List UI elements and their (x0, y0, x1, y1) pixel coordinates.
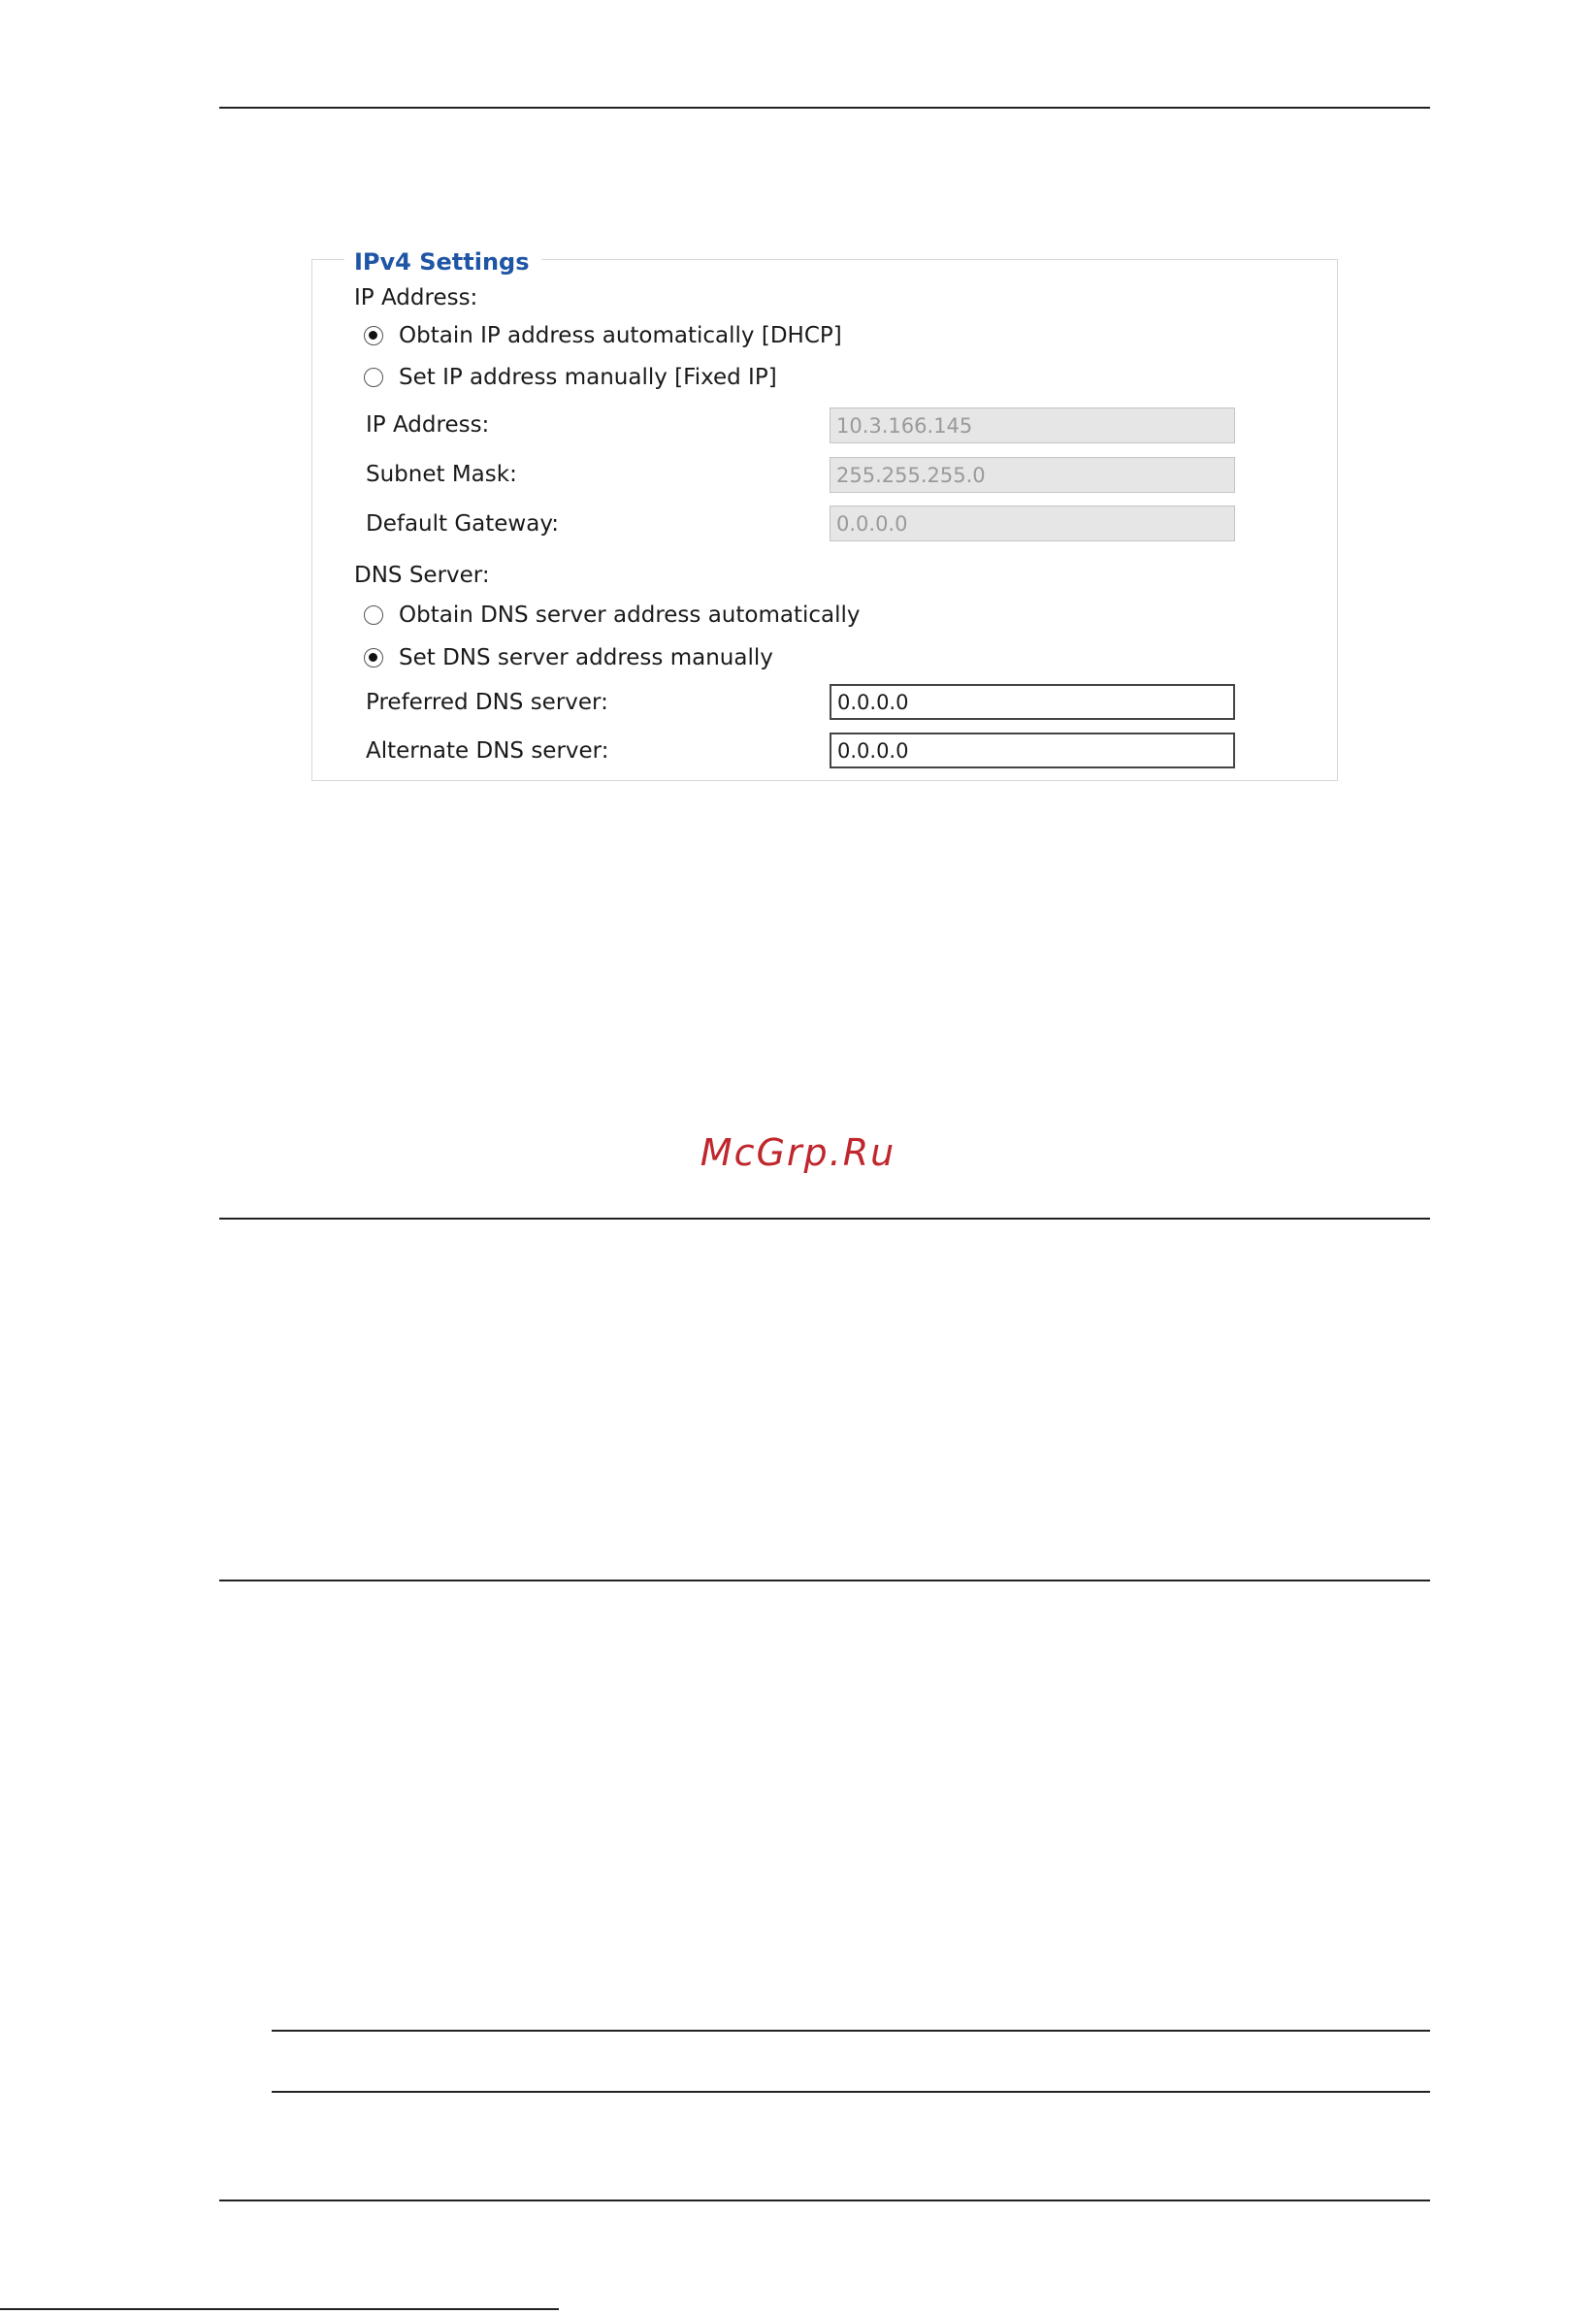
radio-label: Obtain DNS server address automatically (399, 603, 861, 628)
radio-set-dns-manually[interactable] (364, 642, 773, 673)
default-gateway-field[interactable]: 0.0.0.0 (830, 505, 1235, 541)
top-divider (219, 107, 1430, 109)
preferred-dns-label: Preferred DNS server: (366, 690, 608, 715)
ipv4-settings-legend: IPv4 Settings (344, 245, 541, 278)
ip-address-group-label: IP Address: (354, 285, 478, 310)
radio-set-ip-manually[interactable] (364, 362, 777, 393)
ip-address-label: IP Address: (366, 412, 490, 438)
footer-divider (219, 2200, 1430, 2201)
radio-label: Set DNS server address manually (399, 645, 773, 670)
radio-checked-icon[interactable] (364, 326, 383, 345)
bottom-edge-line (0, 2308, 559, 2310)
default-gateway-label: Default Gateway: (366, 511, 560, 537)
radio-label: Obtain IP address automatically [DHCP] (399, 323, 842, 348)
alternate-dns-field[interactable]: 0.0.0.0 (830, 733, 1235, 768)
preferred-dns-field[interactable]: 0.0.0.0 (830, 684, 1235, 720)
alternate-dns-label: Alternate DNS server: (366, 738, 609, 764)
table-divider (272, 2030, 1430, 2032)
radio-unchecked-icon[interactable] (364, 605, 383, 625)
watermark: McGrp.Ru (700, 1131, 896, 1174)
radio-unchecked-icon[interactable] (364, 368, 383, 387)
dns-server-group-label: DNS Server: (354, 563, 490, 588)
section-divider (219, 1580, 1430, 1581)
radio-obtain-ip-automatically[interactable] (364, 320, 842, 351)
subnet-mask-label: Subnet Mask: (366, 462, 517, 487)
radio-obtain-dns-automatically[interactable] (364, 600, 861, 631)
table-divider (272, 2091, 1430, 2093)
subnet-mask-field[interactable]: 255.255.255.0 (830, 457, 1235, 493)
radio-label: Set IP address manually [Fixed IP] (399, 365, 777, 390)
radio-checked-icon[interactable] (364, 648, 383, 668)
section-divider (219, 1218, 1430, 1220)
ip-address-field[interactable]: 10.3.166.145 (830, 407, 1235, 443)
